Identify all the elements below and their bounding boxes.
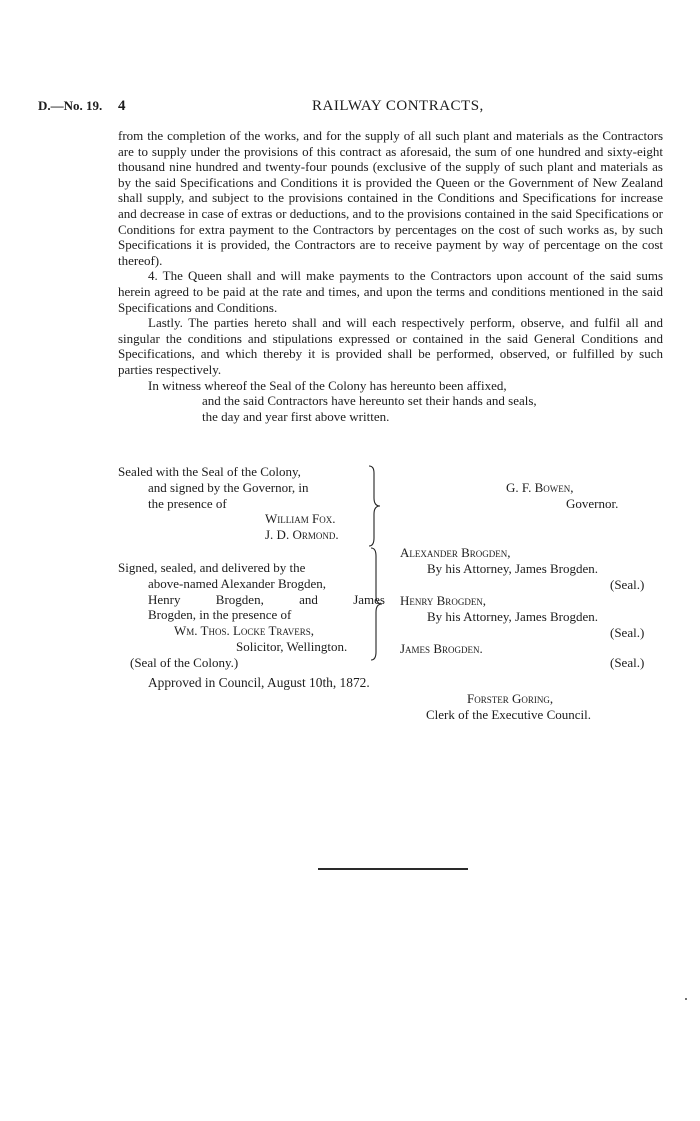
- running-title: RAILWAY CONTRACTS,: [312, 98, 484, 114]
- page-number: 4: [118, 98, 126, 114]
- witness-clause-line-1: In witness whereof the Seal of the Colony has hereunto been affixed,: [148, 377, 507, 393]
- contractor-seal-1: (Seal.): [610, 577, 645, 592]
- page-header: [38, 98, 663, 118]
- signed-line-1: Signed, sealed, and delivered by the: [118, 560, 306, 575]
- paragraph-lastly: Lastly. The parties hereto shall and will each respectively perform, observe, and fulfil all and singular the conditions and stipulations expressed or contained in the said General Conditions and Specifications, and which thereby it is provided shall be performed, observed, or fulfilled by such parties respectively.: [118, 315, 663, 377]
- clerk-title: Clerk of the Executive Council.: [426, 707, 591, 722]
- governor-name: G. F. Bowen,: [506, 480, 574, 495]
- witness-clause-line-2: and the said Contractors have hereunto set their hands and seals,: [202, 393, 537, 409]
- paragraph-payment-sum: from the completion of the works, and for the supply of all such plant and materials as the Contractors are to supply under the provisions of this contract as aforesaid, the sum of one hundred and sixty-eight thousand nine hundred and twenty-four pounds (exclusive of the supply of such plant and materials as by the said Specifications and Conditions it is provided the Queen or the Government of New Zealand shall supply, and subject to the provisions contained in the Conditions and Specifications for increase and decrease in case of extras or deductions, and to the provisions contained in the said Specifications or Conditions for extra payment to the Contractors by percentages on the cost of such works as, by such Specifications it is provided, the Contractors are to receive payment by way of percentage on the cost thereof).: [118, 128, 663, 268]
- contractor-name-henry: Henry Brogden,: [400, 593, 487, 608]
- contractor-seal-3: (Seal.): [610, 655, 645, 670]
- sealed-line-3: the presence of: [148, 495, 227, 511]
- signed-sealed-block: [118, 560, 385, 671]
- signed-witness-title: Solicitor, Wellington.: [236, 638, 348, 654]
- contract-body: [118, 128, 663, 424]
- contractor-attorney-2: By his Attorney, James Brogden.: [427, 609, 599, 624]
- clerk-name: Forster Goring,: [467, 691, 554, 706]
- contractor-attorney-1: By his Attorney, James Brogden.: [427, 561, 599, 576]
- paragraph-payments: 4. The Queen shall and will make payments to the Contractors upon account of the said sums herein agreed to be paid at the rate and times, and upon the terms and conditions mentioned in the said Specifications and Conditions.: [118, 268, 663, 315]
- signed-line-2: above-named Alexander Brogden,: [148, 575, 326, 591]
- witness-clause: [118, 378, 663, 425]
- sealed-line-2: and signed by the Governor, in: [148, 479, 309, 495]
- paper-speck: [685, 998, 687, 1000]
- sealed-witness-2: J. D. Ormond.: [265, 527, 339, 543]
- sealed-governor-block: [118, 464, 339, 543]
- sealed-witness-1: William Fox.: [265, 511, 336, 527]
- document-reference: D.—No. 19.: [38, 98, 103, 113]
- seal-of-colony-note: (Seal of the Colony.): [130, 654, 239, 670]
- signed-line-3: Henry Brogden, and James: [148, 591, 385, 607]
- governor-title: Governor.: [566, 496, 619, 511]
- signed-line-4: Brogden, in the presence of: [148, 607, 292, 623]
- witness-clause-line-3: the day and year first above written.: [202, 408, 390, 424]
- brace-governor: [368, 464, 382, 548]
- approval-text: Approved in Council, August 10th, 1872.: [148, 675, 370, 690]
- sealed-line-1: Sealed with the Seal of the Colony,: [118, 464, 301, 479]
- brace-contractors: [370, 546, 384, 662]
- signed-witness-name: Wm. Thos. Locke Travers,: [174, 623, 314, 639]
- end-rule: [318, 868, 468, 870]
- contractor-seal-2: (Seal.): [610, 625, 645, 640]
- contractor-name-alexander: Alexander Brogden,: [400, 545, 511, 560]
- contractor-name-james: James Brogden.: [400, 641, 483, 656]
